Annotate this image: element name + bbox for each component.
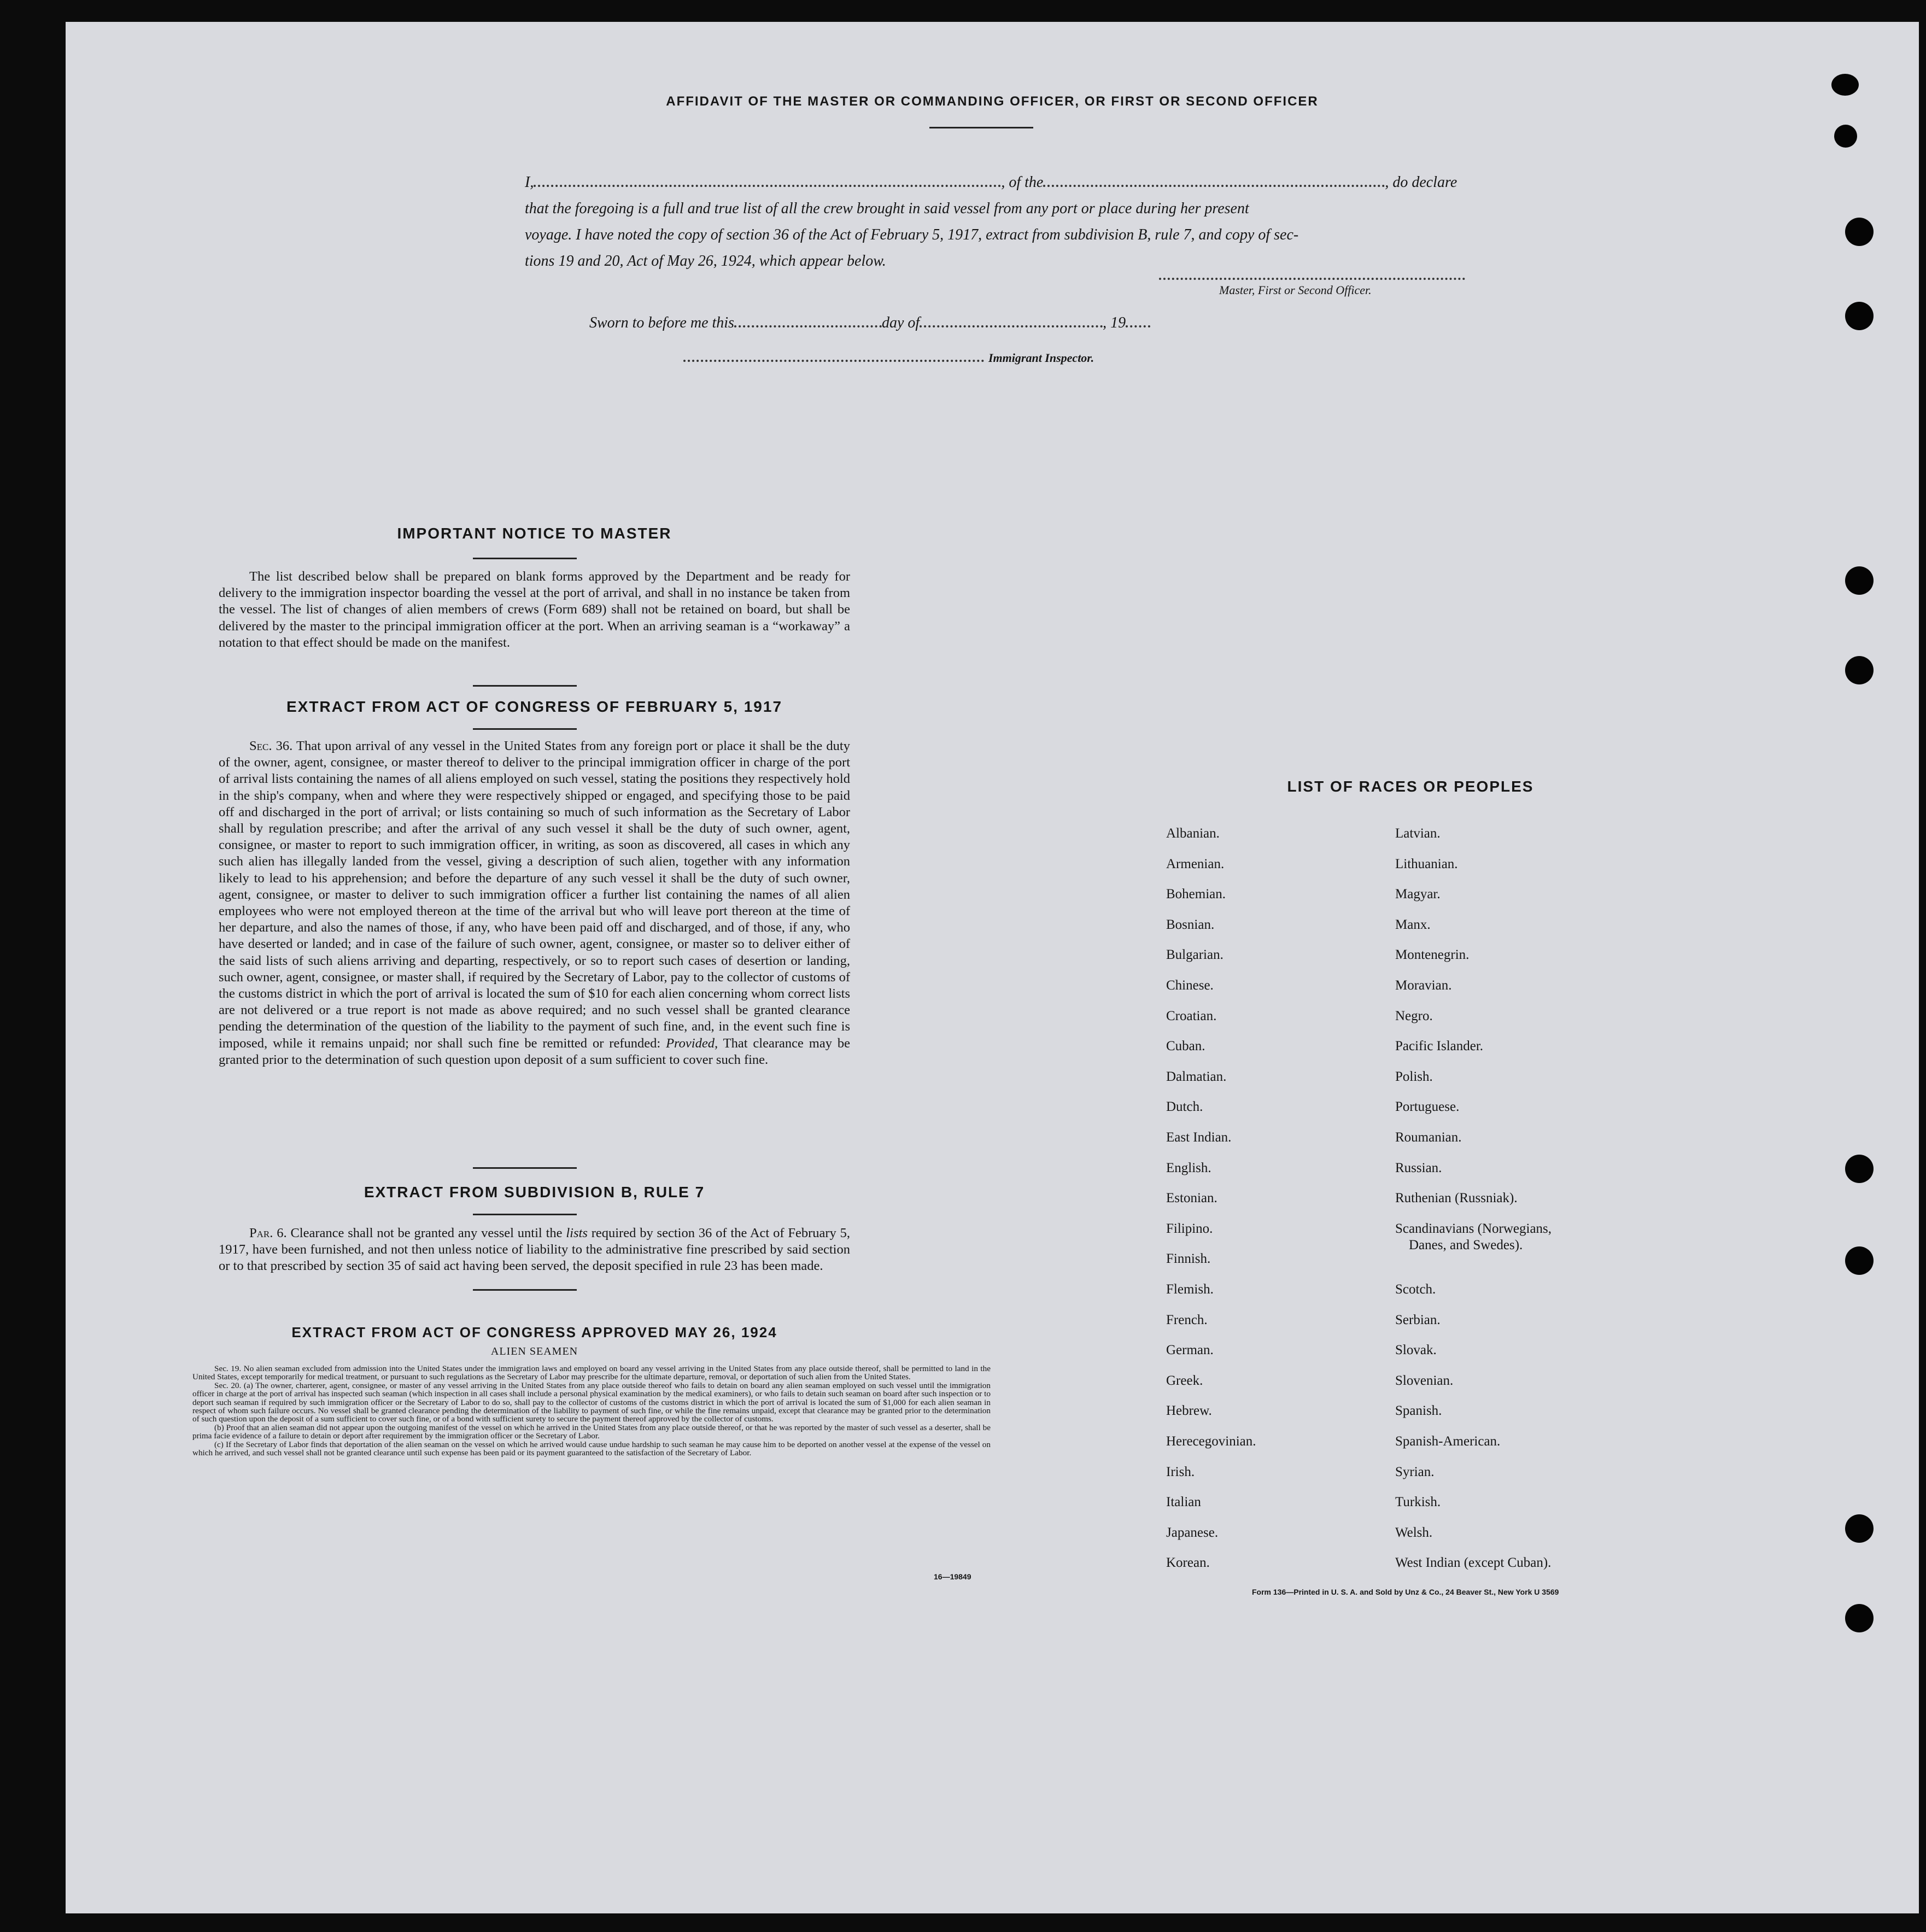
race-item: Pacific Islander. — [1395, 1039, 1484, 1054]
rule7-text-a: Clearance shall not be granted any vessel until the — [290, 1226, 563, 1240]
binder-hole — [1845, 1604, 1874, 1632]
races-title: LIST OF RACES OR PEOPLES — [1287, 778, 1534, 795]
inspector-caption: Immigrant Inspector. — [988, 351, 1094, 365]
race-item: Bulgarian. — [1166, 947, 1223, 963]
race-item: Slovenian. — [1395, 1373, 1454, 1388]
race-item: Irish. — [1166, 1464, 1195, 1479]
vessel-name-line — [1043, 184, 1385, 187]
affidavit-declaration — [525, 169, 1564, 274]
race-item: Magyar. — [1395, 887, 1441, 902]
rule7-end-rule — [473, 1289, 577, 1291]
act1917-rule — [473, 728, 577, 730]
race-item: Russian. — [1395, 1160, 1442, 1175]
race-item: Italian — [1166, 1495, 1201, 1510]
rule7-title: EXTRACT FROM SUBDIVISION B, RULE 7 — [364, 1184, 705, 1201]
binder-hole — [1834, 125, 1857, 148]
binder-hole — [1845, 656, 1874, 684]
race-item: Montenegrin. — [1395, 947, 1470, 963]
race-item: Bosnian. — [1166, 917, 1215, 932]
race-item: Cuban. — [1166, 1039, 1205, 1054]
rule7-par: Par. 6. — [249, 1226, 287, 1240]
race-item: Dalmatian. — [1166, 1069, 1227, 1084]
race-item: Syrian. — [1395, 1464, 1435, 1479]
declaration-line-3: voyage. I have noted the copy of section 36 of the Act of February 5, 1917, extract from subdivision B, rule 7, and copy of sec- — [525, 226, 1299, 243]
declarant-label: I, — [525, 174, 534, 191]
race-item: Croatian. — [1166, 1008, 1217, 1023]
rule7-body — [219, 1225, 850, 1275]
master-signature-line — [1159, 278, 1465, 280]
race-item: Spanish. — [1395, 1403, 1442, 1419]
rule7-rule — [473, 1214, 577, 1215]
race-item: German. — [1166, 1343, 1214, 1358]
act1917-tail: That clearance may be granted prior to the determination of such question upon deposit of a sum sufficient to cover such fine. — [219, 1035, 851, 1067]
notice-title: IMPORTANT NOTICE TO MASTER — [397, 525, 672, 542]
race-item: Scandinavians (Norwegians, Danes, and Swedes). — [1395, 1221, 1552, 1252]
day-of-label: day of — [881, 314, 920, 331]
race-item: Estonian. — [1166, 1191, 1217, 1206]
binder-hole — [1845, 1514, 1874, 1543]
race-item: Greek. — [1166, 1373, 1203, 1388]
notice-rule — [473, 558, 577, 559]
sworn-day-line — [734, 325, 882, 327]
act1917-text: That upon arrival of any vessel in the United States from any foreign port or place it shall be the duty of the owner, agent, consignee, or master thereof to deliver to the principal immigration officer in charge of the port of arrival lists containing the names of all aliens employed on such vessel, stating the positions they respectively hold in the ship's company, when and where they were respectively shipped or engaged, and specifying those to be paid off and discharged in the port of arrival; or lists containing so much of such information as the Secretary of Labor shall by regulation prescribe; and after the arrival of any such vessel it shall be the duty of such owner, agent, consignee, or master to report to such immigration officer, in writing, as soon as discovered, all cases in which any such alien has illegally landed from the vessel, giving a description of such alien, together with any information likely to lead to his apprehension; and before the departure of any such vessel it shall be the duty of such owner, agent, consignee, or master to deliver to such immigration officer a further list containing the names of all alien employees who were not employed thereon at the time of the arrival but who will leave port thereon at the time of her departure, and also the names of those, if any, who have been paid off and discharged, and of those, if any, who have deserted or landed; and in case of the failure of such owner, agent, consignee, or master so to deliver either of the said lists of such aliens arriving and departing, respectively, or so to report such cases of desertion or landing, such owner, agent, consignee, or master shall, if required by the Secretary of Labor, pay to the collector of customs of the customs district in which the port of arrival is located the sum of $10 for each alien concerning whom correct lists are not delivered or a true report is not made as above required; and no such vessel shall be granted clearance pending the determination of the question of the liability to the payment of such fine, and, in the event such fine is imposed, while it remains unpaid; nor shall such fine be remitted or refunded: — [219, 739, 850, 1051]
binder-hole — [1845, 1246, 1874, 1275]
act1924-sec20c: (c) If the Secretary of Labor finds that deportation of the alien seaman on the vessel on which he arrived would cause undue hardship to such seaman he may cause him to be deported on another vessel at the expense of the vessel on which he arrived, and such vessel shall not be granted clearance until such expense has been paid or its payment guaranteed to the satisfaction of the Secretary of Labor. — [192, 1439, 991, 1458]
of-the-label: , of the — [1001, 174, 1044, 191]
affidavit-title: AFFIDAVIT OF THE MASTER OR COMMANDING OFFICER, OR FIRST OR SECOND OFFICER — [666, 94, 1319, 109]
title-rule — [929, 127, 1033, 128]
race-item: Armenian. — [1166, 856, 1225, 871]
declaration-line-4: tions 19 and 20, Act of May 26, 1924, which appear below. — [525, 253, 886, 270]
race-item: Filipino. — [1166, 1221, 1213, 1236]
race-item: Lithuanian. — [1395, 856, 1458, 871]
race-item: Korean. — [1166, 1555, 1210, 1571]
act1924-sec19: Sec. 19. No alien seaman excluded from admission into the United States under the immigration laws and employed on board any vessel arriving in the United States from any place outside thereof, shall be permitted to land in the United States, except temporarily for medical treatment, or pursuant to such regulations as the Secretary of Labor may prescribe for the ultimate departure, removal, or deportation of such alien from the United States. — [192, 1364, 991, 1382]
declare-label: , do declare — [1385, 174, 1457, 191]
binder-hole — [1831, 74, 1859, 96]
act1917-provided: Provided, — [666, 1035, 718, 1051]
race-item: Japanese. — [1166, 1525, 1219, 1540]
race-item: Finnish. — [1166, 1251, 1211, 1267]
race-item: Roumanian. — [1395, 1130, 1462, 1145]
year-label: , 19 — [1103, 314, 1126, 331]
act1917-end-rule — [473, 1167, 577, 1169]
sworn-line — [589, 314, 1150, 332]
notice-body: The list described below shall be prepared on blank forms approved by the Department and be ready for delivery to the immigration inspector boarding the vessel at the port of arrival, and shall in no instance be taken from the vessel. The list of changes of alien members of crews (Form 689) shall not be retained on board, but shall be delivered by the master to the principal immigration officer at the port. When an arriving seaman is a “workaway” a notation to that effect should be made on the manifest. — [219, 569, 850, 650]
race-item: Welsh. — [1395, 1525, 1433, 1540]
race-item: Bohemian. — [1166, 887, 1226, 902]
form-code: 16—19849 — [934, 1572, 971, 1581]
master-caption: Master, First or Second Officer. — [1219, 283, 1372, 297]
race-item: Serbian. — [1395, 1312, 1441, 1327]
race-item: Dutch. — [1166, 1099, 1203, 1115]
race-item: Herecegovinian. — [1166, 1434, 1256, 1449]
rule7-lists: lists — [566, 1226, 588, 1240]
binder-hole — [1845, 302, 1874, 330]
race-item: French. — [1166, 1312, 1208, 1327]
notice-end-rule — [473, 685, 577, 687]
act1924-sec20a: Sec. 20. (a) The owner, charterer, agent, consignee, or master of any vessel arriving in the United States from any place outside thereof who fails to detain on board any alien seaman employed on such vessel until the immigration officer in charge at the port of arrival has inspected such seaman (which inspection in all cases shall include a personal physical examination by the medical examiners), or who fails to detain such seaman on board after such inspection or to deport such seaman if required by such immigration officer or the Secretary of Labor to do so, shall pay to the collector of customs of the customs district in which the port of arrival is located the sum of $1,000 for each alien seaman in respect of whom such failure occurs. No vessel shall be granted clearance pending the determination of the liability to payment of such fine, or while the fine remains unpaid, except that clearance may be granted prior to the determination of such question upon the deposit of a sum sufficient to cover such fine, or of a bond with sufficient surety to secure the payment thereof approved by the collector of customs. — [192, 1380, 991, 1424]
binder-hole — [1845, 566, 1874, 595]
binder-hole — [1845, 218, 1874, 246]
race-item: Spanish-American. — [1395, 1434, 1501, 1449]
binder-hole — [1845, 1155, 1874, 1183]
race-item: Latvian. — [1395, 826, 1441, 841]
declaration-line-2: that the foregoing is a full and true list of all the crew brought in said vessel from any port or place during her present — [525, 200, 1249, 217]
act1917-title: EXTRACT FROM ACT OF CONGRESS OF FEBRUARY 5, 1917 — [286, 698, 783, 715]
declarant-name-line — [534, 184, 1001, 187]
act1924-body — [192, 1365, 991, 1457]
form-page — [66, 22, 1919, 1913]
race-item: Flemish. — [1166, 1282, 1214, 1297]
act1924-title: EXTRACT FROM ACT OF CONGRESS APPROVED MAY 26, 1924 — [291, 1324, 777, 1340]
race-item: East Indian. — [1166, 1130, 1232, 1145]
race-item: Albanian. — [1166, 826, 1220, 841]
race-item: Manx. — [1395, 917, 1431, 932]
race-item: Ruthenian (Russniak). — [1395, 1191, 1518, 1206]
race-item: English. — [1166, 1160, 1211, 1175]
sworn-year-line — [1126, 325, 1150, 327]
sworn-label: Sworn to before me this — [589, 314, 734, 331]
race-item: Moravian. — [1395, 978, 1452, 993]
race-item: West Indian (except Cuban). — [1395, 1555, 1552, 1571]
sworn-month-line — [920, 325, 1103, 327]
race-item: Turkish. — [1395, 1495, 1441, 1510]
race-item: Hebrew. — [1166, 1403, 1212, 1419]
act1917-section: Sec. 36. — [249, 739, 293, 753]
act1924-subtitle: ALIEN SEAMEN — [490, 1345, 578, 1357]
printer-footer: Form 136—Printed in U. S. A. and Sold by Unz & Co., 24 Beaver St., New York U 3569 — [1252, 1588, 1559, 1596]
race-item: Slovak. — [1395, 1343, 1437, 1358]
act1917-body — [219, 738, 850, 1068]
inspector-signature-line — [683, 360, 984, 362]
race-item: Portuguese. — [1395, 1099, 1460, 1115]
rule7-text-b: required by section 36 of the Act of February 5, 1917, have been furnished, and not then unless notice of liability to the administrative fine prescribed by said section or to that prescribed by section 35 of said act having been served, the deposit specified in rule 23 has been made. — [219, 1226, 851, 1274]
race-item: Scotch. — [1395, 1282, 1436, 1297]
race-item: Polish. — [1395, 1069, 1433, 1084]
race-item: Chinese. — [1166, 978, 1214, 993]
act1924-sec20b: (b) Proof that an alien seaman did not appear upon the outgoing manifest of the vessel on which he arrived in the United States from any place outside thereof, or that he was reported by the master of such vessel as a deserter, shall be prima facie evidence of a failure to detain or deport after requirement by the immigration officer or the Secretary of Labor. — [192, 1422, 991, 1441]
race-item: Negro. — [1395, 1008, 1433, 1023]
